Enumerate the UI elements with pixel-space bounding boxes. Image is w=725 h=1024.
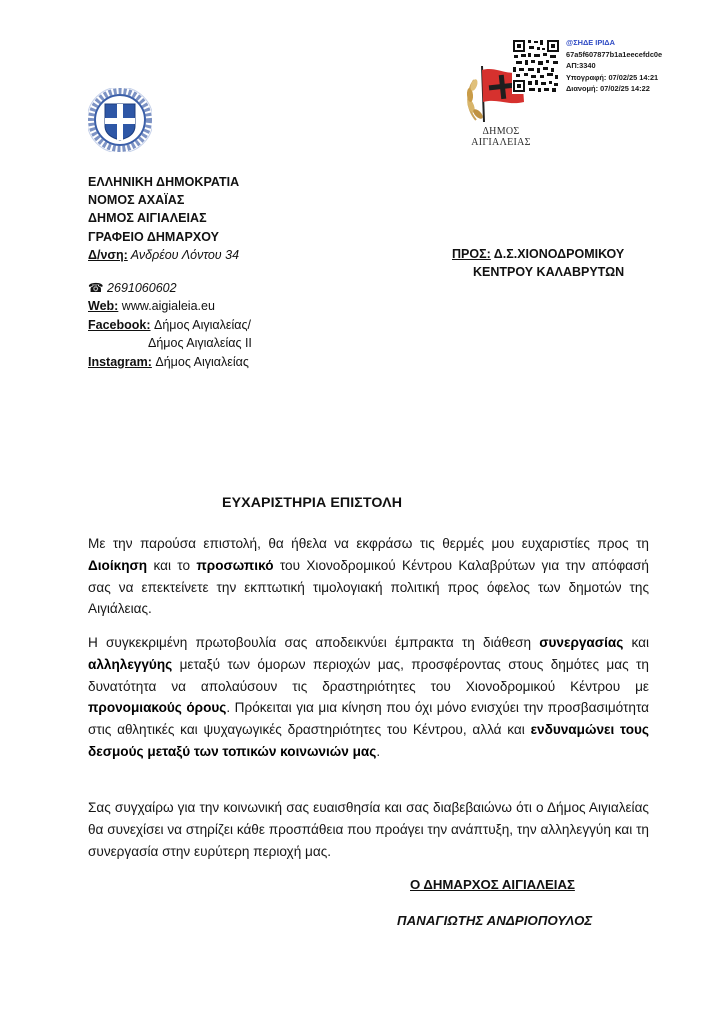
phone-icon: ☎ bbox=[88, 281, 104, 295]
body-paragraph-1 bbox=[88, 533, 649, 620]
p2-bold-2: αλληλεγγύης bbox=[88, 656, 173, 672]
p2-text-1: Η συγκεκριμένη πρωτοβουλία σας αποδεικνύει έμπρακτα τη διάθεση bbox=[88, 635, 540, 650]
web-link[interactable]: www.aigialeia.eu bbox=[118, 299, 215, 314]
facebook-value-2: Δήμος Αιγιαλείας ΙΙ bbox=[148, 336, 252, 351]
p1-bold-2: προσωπικό bbox=[196, 557, 274, 573]
address-value: Ανδρέου Λόντου 34 bbox=[127, 247, 240, 262]
stamp-distribution-time: Διανομή: 07/02/25 14:22 bbox=[566, 84, 650, 94]
p2-text-5: . bbox=[376, 743, 381, 759]
sender-municipality: ΔΗΜΟΣ ΑΙΓΙΑΛΕΙΑΣ bbox=[88, 211, 207, 226]
contact-phone bbox=[88, 279, 252, 297]
contact-web bbox=[88, 297, 252, 315]
sender-office: ΓΡΑΦΕΙΟ ΔΗΜΑΡΧΟΥ bbox=[88, 229, 220, 244]
body-paragraph-3 bbox=[88, 797, 649, 862]
stamp-signature-time: Υπογραφή: 07/02/25 14:21 bbox=[566, 72, 659, 82]
sender-block bbox=[88, 173, 239, 264]
p2-bold-3: προνομιακούς όρους bbox=[88, 700, 227, 716]
digital-signature-stamp bbox=[566, 37, 676, 95]
p3-text-1: Σας συγχαίρω για την κοινωνική σας ευαισθησία και σας διαβεβαιώνω ότι ο Δήμος Αιγιαλείας θα συνεχίσει να στηρίζει κάθε προσπάθεια που προάγει την ανάπτυξη, την αλληλεγγύη και τη συνεργασία στην ευρύτερη περιοχή μας. bbox=[88, 800, 649, 859]
contact-block bbox=[88, 279, 252, 371]
letter-title: ΕΥΧΑΡΙΣΤΗΡΙΑ ΕΠΙΣΤΟΛΗ bbox=[222, 495, 403, 511]
contact-facebook-2 bbox=[88, 334, 252, 352]
recipient-label: ΠΡΟΣ: bbox=[452, 247, 491, 261]
recipient-name-1: Δ.Σ.ΧΙΟΝΟΔΡΟΜΙΚΟΥ bbox=[490, 247, 625, 261]
instagram-value: Δήμος Αιγιαλείας bbox=[151, 354, 249, 369]
contact-instagram bbox=[88, 353, 252, 371]
p1-text-3: του Χιονοδρομικού Κέντρου Καλαβρύτων για την απόφασή σας να επεκτείνετε την εκπτωτική τιμολογιακή πολιτική προς όφελος των δημοτών της Αιγιάλειας. bbox=[88, 557, 649, 617]
contact-facebook bbox=[88, 316, 252, 334]
signature-role: Ο ΔΗΜΑΡΧΟΣ ΑΙΓΙΑΛΕΙΑΣ bbox=[410, 877, 575, 892]
sender-republic: ΕΛΛΗΝΙΚΗ ΔΗΜΟΚΡΑΤΙΑ bbox=[88, 175, 240, 189]
p2-text-2: και bbox=[623, 635, 649, 650]
logo-text-aigialeias: ΑΙΓΙΑΛΕΙΑΣ bbox=[471, 137, 531, 148]
instagram-label: Instagram: bbox=[88, 354, 152, 369]
address-label: Δ/νση: bbox=[88, 247, 128, 262]
facebook-value-1: Δήμος Αιγιαλείας/ bbox=[150, 317, 251, 332]
stamp-hash: 67a5f607877b1a1eecefdc0e bbox=[566, 49, 663, 59]
stamp-protocol-number: ΑΠ:3340 bbox=[566, 61, 596, 71]
p2-text-3: μεταξύ των όμορων περιοχών μας, προσφέροντας στους δημότες μας τη δυνατότητα να απολαύσουν τις δραστηριότητες του Χιονοδρομικού Κέντρου με bbox=[88, 656, 649, 694]
web-label: Web: bbox=[88, 299, 119, 314]
phone-number: 2691060602 bbox=[103, 281, 177, 295]
p2-bold-1: συνεργασίας bbox=[539, 635, 624, 650]
recipient-block bbox=[452, 245, 624, 281]
recipient-name-2: ΚΕΝΤΡΟΥ ΚΑΛΑΒΡΥΤΩΝ bbox=[473, 265, 625, 280]
hellenic-republic-emblem-icon bbox=[88, 88, 152, 152]
recipient-line-1 bbox=[452, 245, 624, 263]
body-paragraph-2 bbox=[88, 632, 649, 763]
p2-bold-4: ενδυναμώνει τους δεσμούς μεταξύ των τοπικών κοινωνιών μας bbox=[88, 722, 649, 759]
facebook-label: Facebook: bbox=[88, 317, 151, 332]
logo-text-dimos: ΔΗΜΟΣ bbox=[482, 126, 520, 137]
qr-code-icon bbox=[512, 38, 560, 94]
signature-name: ΠΑΝΑΓΙΩΤΗΣ ΑΝΔΡΙΟΠΟΥΛΟΣ bbox=[397, 913, 593, 928]
p1-bold-1: Διοίκηση bbox=[88, 557, 148, 573]
stamp-title: @ΣΗΔΕ ΙΡΙΔΑ bbox=[566, 38, 615, 47]
sender-prefecture: ΝΟΜΟΣ ΑΧΑΪΑΣ bbox=[88, 193, 185, 208]
p1-text-1: Με την παρούσα επιστολή, θα ήθελα να εκφράσω τις θερμές μου ευχαριστίες προς τη bbox=[88, 536, 649, 551]
sender-address bbox=[88, 246, 239, 264]
p1-text-2: και το bbox=[147, 557, 197, 573]
p2-text-4: . Πρόκειται για μια κίνηση που όχι μόνο ενισχύει την προσβασιμότητα στις αθλητικές και ψυχαγωγικές δραστηριότητες του Κέντρου, αλλά και bbox=[88, 700, 649, 738]
